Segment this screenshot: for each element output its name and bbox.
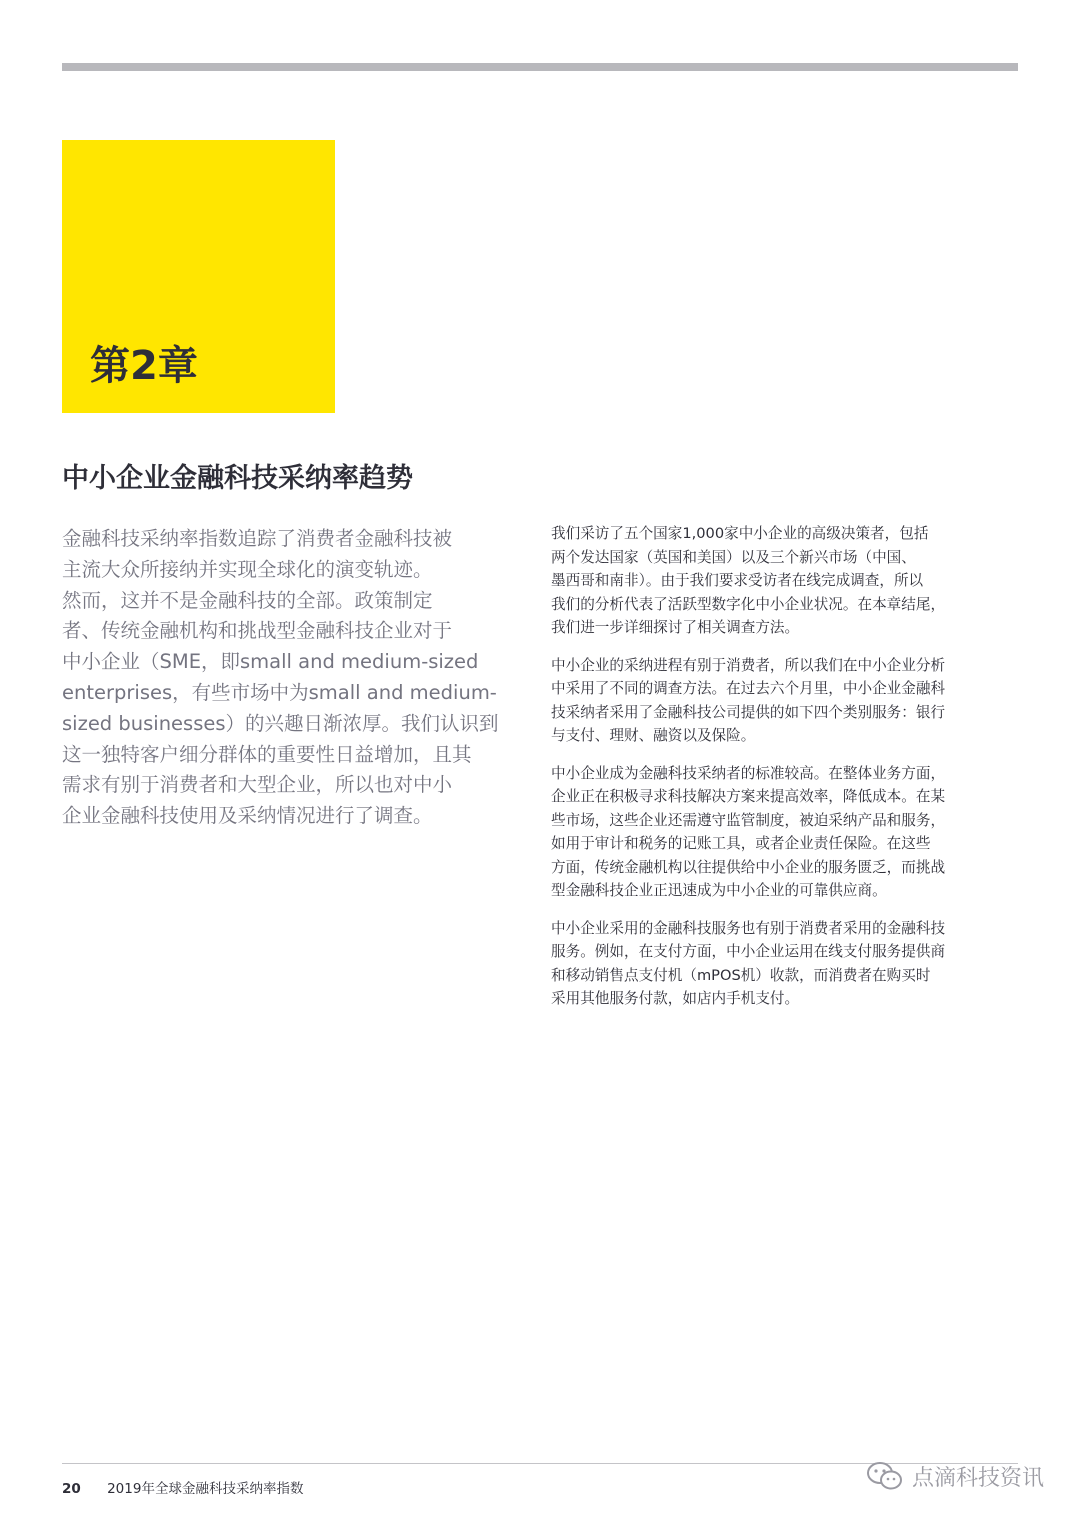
body-line: 两个发达国家（英国和美国）以及三个新兴市场（中国、 <box>551 548 916 566</box>
section-title: 中小企业金融科技采纳率趋势 <box>62 463 413 494</box>
body-line: 企业正在积极寻求科技解决方案来提高效率，降低成本。在某 <box>551 788 946 805</box>
body-line: 和移动销售点支付机（mPOS机）收款，而消费者在购买时 <box>551 966 931 984</box>
body-line: 技采纳者采用了金融科技公司提供的如下四个类别服务：银行 <box>551 703 946 721</box>
top-divider <box>62 63 1018 71</box>
intro-line: 然而，这并不是金融科技的全部。政策制定 <box>62 588 433 612</box>
body-paragraph-methodology <box>551 522 1021 640</box>
intro-line: enterprises，有些市场中为small and medium- <box>62 680 497 704</box>
body-paragraph-services <box>551 917 1021 1011</box>
body-line: 我们进一步详细探讨了相关调查方法。 <box>551 619 800 636</box>
intro-line: 金融科技采纳率指数追踪了消费者金融科技被 <box>62 527 453 550</box>
body-paragraph-adoption <box>551 654 1021 748</box>
intro-paragraph <box>62 524 507 832</box>
wechat-icon <box>866 1460 904 1492</box>
body-line: 些市场，这些企业还需遵守监管制度，被迫采纳产品和服务， <box>551 811 946 829</box>
body-line: 方面，传统金融机构以往提供给中小企业的服务匮乏，而挑战 <box>551 858 946 876</box>
body-line: 中小企业的采纳进程有别于消费者，所以我们在中小企业分析 <box>551 656 946 674</box>
body-line: 型金融科技企业正迅速成为中小企业的可靠供应商。 <box>551 882 887 899</box>
intro-line: sized businesses）的兴趣日渐浓厚。我们认识到 <box>62 711 499 735</box>
body-line: 中采用了不同的调查方法。在过去六个月里，中小企业金融科 <box>551 680 946 697</box>
watermark <box>866 1460 1044 1492</box>
intro-line: 者、传统金融机构和挑战型金融科技企业对于 <box>62 619 453 643</box>
chapter-block <box>62 140 335 413</box>
page-footer <box>62 1477 303 1497</box>
body-column <box>551 522 1021 1025</box>
body-line: 墨西哥和南非）。由于我们要求受访者在线完成调查，所以 <box>551 572 924 589</box>
chapter-label: 第2章 <box>90 343 198 389</box>
body-line: 中小企业成为金融科技采纳者的标准较高。在整体业务方面， <box>551 764 946 782</box>
intro-line: 主流大众所接纳并实现全球化的演变轨迹。 <box>62 557 433 581</box>
body-line: 采用其他服务付款，如店内手机支付。 <box>551 990 800 1007</box>
body-line: 如用于审计和税务的记账工具，或者企业责任保险。在这些 <box>551 835 931 852</box>
intro-line: 这一独特客户细分群体的重要性日益增加，且其 <box>62 742 472 766</box>
body-line: 我们采访了五个国家1,000家中小企业的高级决策者，包括 <box>551 525 929 542</box>
body-line: 服务。例如，在支付方面，中小企业运用在线支付服务提供商 <box>551 943 946 960</box>
intro-line: 中小企业（SME，即small and medium-sized <box>62 650 479 674</box>
page-number: 20 <box>62 1481 81 1497</box>
intro-line: 企业金融科技使用及采纳情况进行了调查。 <box>62 804 433 828</box>
body-line: 中小企业采用的金融科技服务也有别于消费者采用的金融科技 <box>551 919 946 937</box>
body-line: 我们的分析代表了活跃型数字化中小企业状况。在本章结尾， <box>551 595 946 613</box>
publication-title: 2019年全球金融科技采纳率指数 <box>107 1481 304 1497</box>
body-paragraph-standards <box>551 762 1021 903</box>
body-line: 与支付、理财、融资以及保险。 <box>551 727 756 744</box>
watermark-text: 点滴科技资讯 <box>911 1465 1044 1491</box>
intro-line: 需求有别于消费者和大型企业，所以也对中小 <box>62 773 453 797</box>
